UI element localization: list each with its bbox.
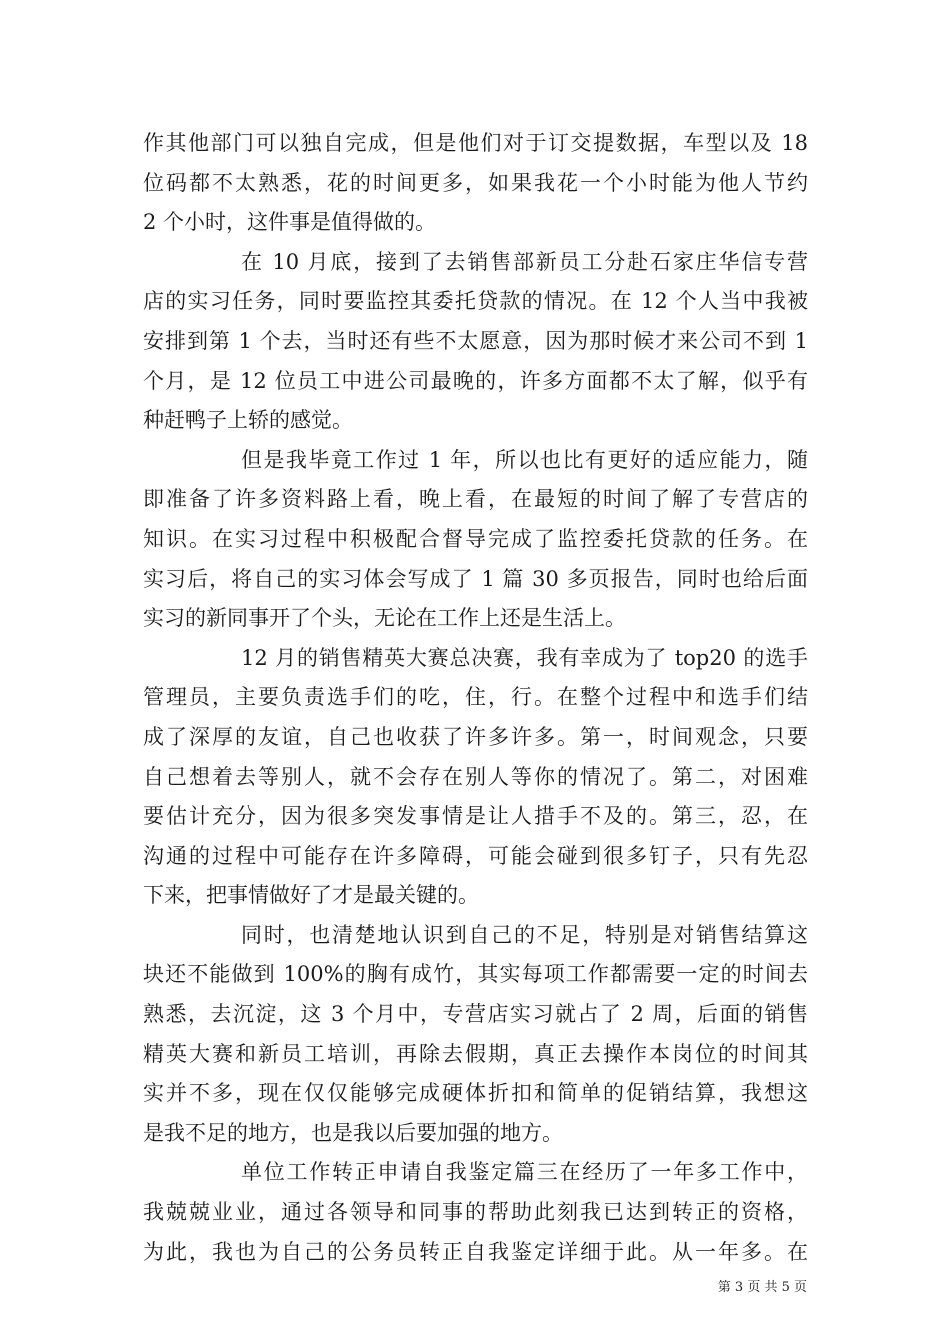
text-line: 店的实习任务，同时要监控其委托贷款的情况。在 12 个人当中我被 bbox=[143, 289, 808, 314]
paragraph bbox=[143, 243, 808, 441]
text-line: 个月，是 12 位员工中进公司最晚的，许多方面都不太了解，似乎有 bbox=[143, 368, 808, 393]
text-line: 同时，也清楚地认识到自己的不足，特别是对销售结算这 bbox=[241, 922, 808, 947]
text-line: 管理员，主要负责选手们的吃，住，行。在整个过程中和选手们结 bbox=[143, 685, 808, 710]
text-line: 实习后，将自己的实习体会写成了 1 篇 30 多页报告，同时也给后面 bbox=[143, 566, 808, 591]
text-line: 即准备了许多资料路上看，晚上看，在最短的时间了解了专营店的 bbox=[143, 487, 808, 512]
document-body bbox=[143, 124, 808, 1272]
text-line: 是我不足的地方，也是我以后要加强的地方。 bbox=[143, 1120, 563, 1145]
text-line: 作其他部门可以独自完成，但是他们对于订交提数据，车型以及 18 bbox=[143, 131, 808, 155]
page-number-footer: 第 3 页 共 5 页 bbox=[717, 1280, 807, 1295]
text-line: 12 月的销售精英大赛总决赛，我有幸成为了 top20 的选手 bbox=[241, 645, 808, 670]
text-line: 实并不多，现在仅仅能够完成硬体折扣和简单的促销结算，我想这 bbox=[143, 1081, 808, 1106]
text-line: 块还不能做到 100%的胸有成竹，其实每项工作都需要一定的时间去 bbox=[143, 962, 808, 987]
text-line: 实习的新同事开了个头，无论在工作上还是生活上。 bbox=[143, 606, 626, 631]
text-line: 沟通的过程中可能存在许多障碍，可能会碰到很多钉子，只有先忍 bbox=[143, 843, 808, 868]
text-line: 要估计充分，因为很多突发事情是让人措手不及的。第三，忍，在 bbox=[143, 804, 808, 829]
text-line: 安排到第 1 个去，当时还有些不太愿意，因为那时候才来公司不到 1 bbox=[143, 328, 808, 353]
paragraph bbox=[143, 1153, 808, 1272]
text-line: 为此，我也为自己的公务员转正自我鉴定详细于此。从一年多。在 bbox=[143, 1239, 808, 1264]
text-line: 精英大赛和新员工培训，再除去假期，真正去操作本岗位的时间其 bbox=[143, 1041, 808, 1066]
paragraph bbox=[143, 124, 808, 243]
text-line: 种赶鸭子上轿的感觉。 bbox=[143, 408, 353, 433]
paragraph bbox=[143, 916, 808, 1154]
text-line: 知识。在实习过程中积极配合督导完成了监控委托贷款的任务。在 bbox=[143, 526, 808, 551]
paragraph bbox=[143, 441, 808, 639]
text-line: 自己想着去等别人，就不会存在别人等你的情况了。第二，对困难 bbox=[143, 764, 808, 789]
text-line: 在 10 月底，接到了去销售部新员工分赴石家庄华信专营 bbox=[241, 249, 808, 274]
text-line: 下来，把事情做好了才是最关键的。 bbox=[143, 883, 479, 908]
text-line: 位码都不太熟悉，花的时间更多，如果我花一个小时能为他人节约 bbox=[143, 170, 808, 195]
text-line: 2 个小时，这件事是值得做的。 bbox=[143, 210, 437, 235]
text-line: 单位工作转正申请自我鉴定篇三在经历了一年多工作中， bbox=[241, 1160, 808, 1185]
text-line: 熟悉，去沉淀，这 3 个月中，专营店实习就占了 2 周，后面的销售 bbox=[143, 1002, 808, 1027]
paragraph bbox=[143, 639, 808, 916]
text-line: 成了深厚的友谊，自己也收获了许多许多。第一，时间观念，只要 bbox=[143, 724, 808, 749]
text-line: 但是我毕竟工作过 1 年，所以也比有更好的适应能力，随 bbox=[241, 447, 808, 472]
text-line: 我兢兢业业，通过各领导和同事的帮助此刻我已达到转正的资格， bbox=[143, 1200, 808, 1225]
